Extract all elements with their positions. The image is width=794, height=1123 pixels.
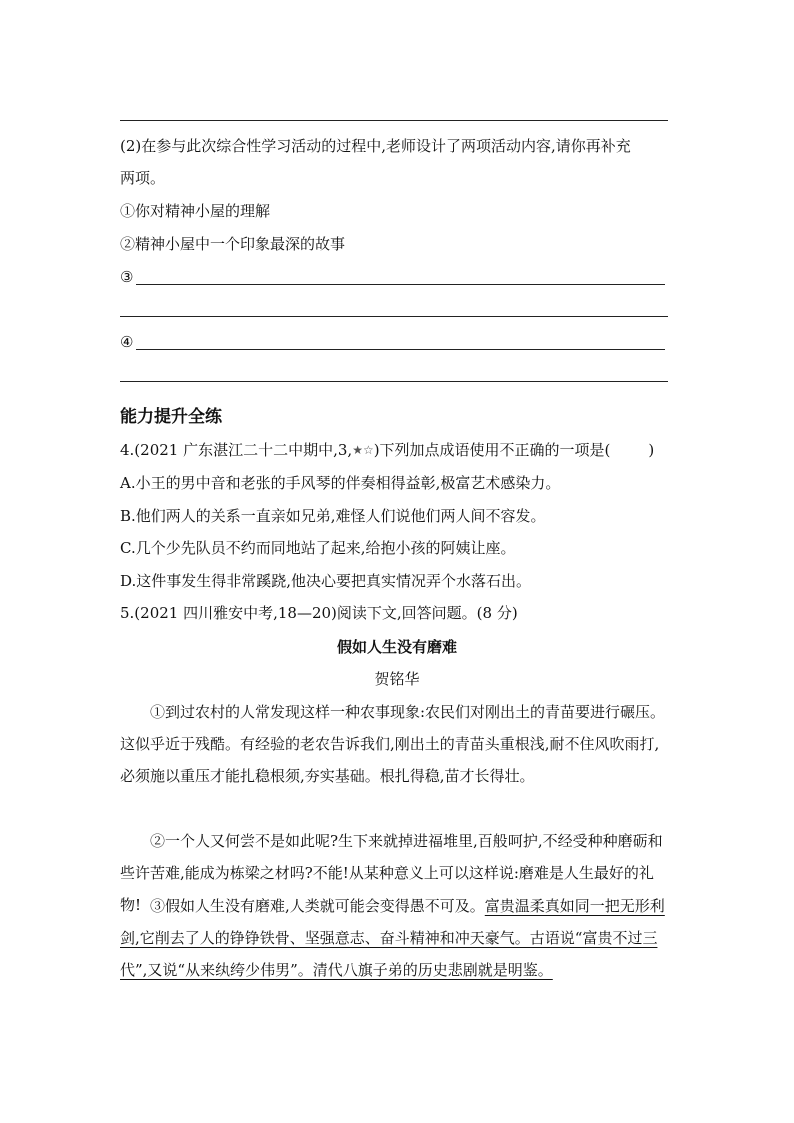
question-2-prompt-line2: 两项。 — [120, 169, 166, 187]
question-4-option-c[interactable]: C.几个少先队员不约而同地站了起来,给抱小孩的阿姨让座。 — [120, 539, 516, 557]
activity-item-3-answer-line-2[interactable] — [120, 316, 668, 317]
star-rating-icon: ★☆ — [352, 443, 374, 457]
article-paragraph-3-underlined: 富贵温柔真如同一把无形利剑,它削去了人的铮铮铁骨、坚强意志、奋斗精神和冲天豪气。古语说“富贵不过三代”,又说“从来纨绔少伟男”。清代八旗子弟的历史悲剧就是明鉴。 — [120, 897, 665, 979]
section-heading: 能力提升全练 — [120, 407, 222, 427]
question-4-stem-close: ) — [648, 441, 655, 459]
activity-item-2: ②精神小屋中一个印象最深的故事 — [120, 235, 346, 253]
activity-item-4-marker: ④ — [120, 333, 134, 351]
question-4-option-a[interactable]: A.小王的男中音和老张的手风琴的伴奏相得益彰,极富艺术感染力。 — [120, 474, 561, 492]
activity-item-4-answer-line-2[interactable] — [120, 381, 668, 382]
question-5-stem: 5.(2021 四川雅安中考,18—20)阅读下文,回答问题。(8 分) — [120, 604, 518, 622]
article-title: 假如人生没有磨难 — [336, 638, 457, 656]
activity-item-3-marker: ③ — [120, 268, 134, 286]
question-4-stem-end: )下列加点成语使用不正确的一项是( — [373, 441, 611, 459]
article-paragraph-1: ①到过农村的人常发现这样一种农事现象:农民们对刚出土的青苗要进行碾压。这似乎近于残酷。有经验的老农告诉我们,刚出土的青苗头重根浅,耐不住风吹雨打,必须施以重压才能扎稳根须,夯实基础。根扎得稳,苗才长得壮。 — [120, 703, 666, 785]
question-4-option-b[interactable]: B.他们两人的关系一直亲如兄弟,难怪人们说他们两人间不容发。 — [120, 507, 546, 525]
activity-item-4-answer-line[interactable] — [136, 349, 665, 350]
article-author: 贺铭华 — [374, 670, 420, 688]
answer-line-top — [120, 120, 668, 121]
question-4-stem — [120, 440, 654, 460]
article-paragraph-3 — [120, 890, 668, 986]
article-paragraph-3-text: ③假如人生没有磨难,人类就可能会变得愚不可及。 — [150, 897, 485, 915]
activity-item-3-answer-line[interactable] — [136, 284, 665, 285]
activity-item-1: ①你对精神小屋的理解 — [120, 202, 271, 220]
question-2-prompt-line1: (2)在参与此次综合性学习活动的过程中,老师设计了两项活动内容,请你再补充 — [120, 137, 631, 155]
question-4-stem-start: 4.(2021 广东湛江二十二中期中,3, — [120, 441, 353, 459]
article-paragraph-2: ②一个人又何尝不是如此呢?生下来就掉进福堆里,百般呵护,不经受种种磨砺和些许苦难,能成为栋梁之材吗?不能!从某种意义上可以这样说:磨难是人生最好的礼物! — [120, 832, 663, 914]
question-4-option-d[interactable]: D.这件事发生得非常蹊跷,他决心要把真实情况弄个水落石出。 — [120, 572, 532, 590]
